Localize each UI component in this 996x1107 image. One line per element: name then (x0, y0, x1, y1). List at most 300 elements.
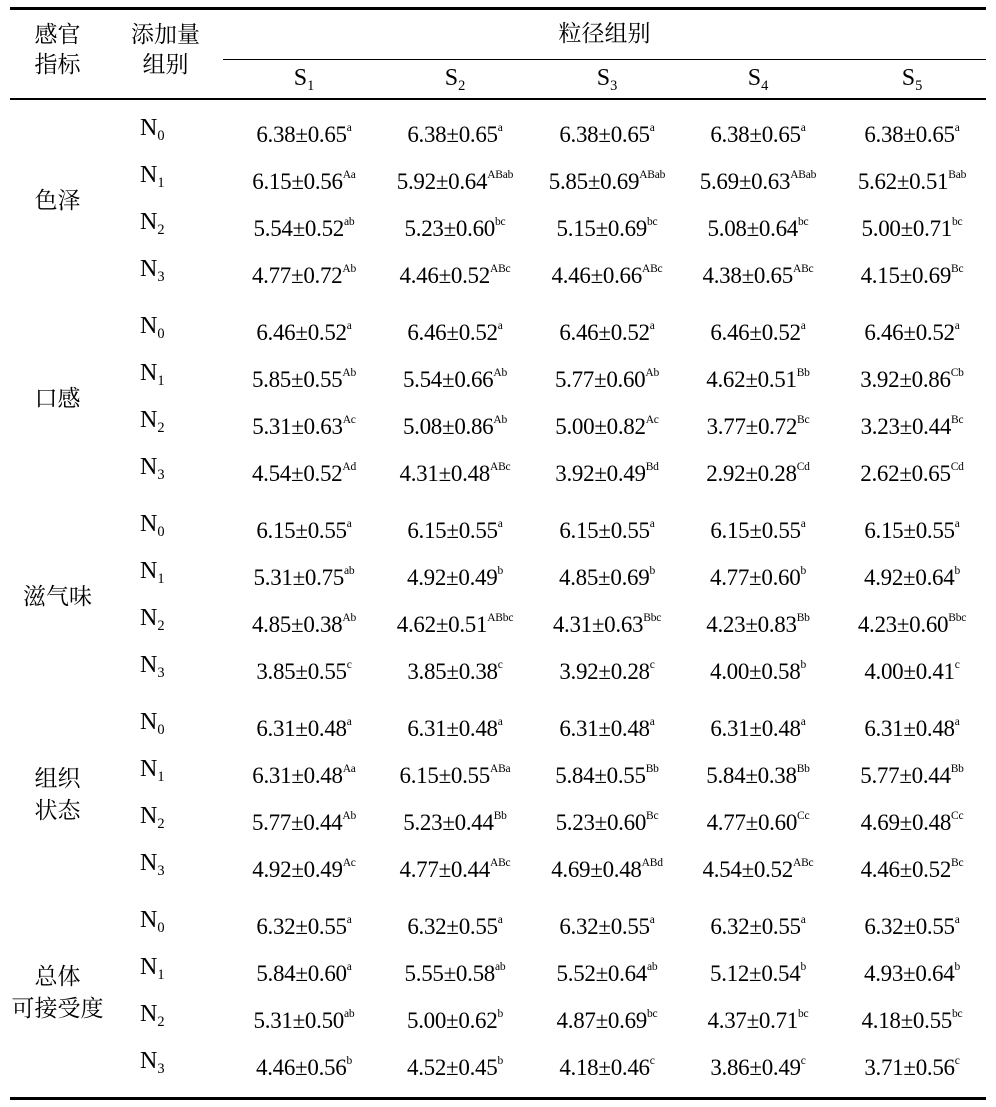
level-header (118, 20, 213, 80)
significance-letter: ABc (792, 857, 814, 869)
level-label-sub: 1 (157, 373, 165, 390)
significance-letter: Bc (951, 263, 964, 275)
level-label-sub: 3 (157, 1061, 165, 1078)
value-cell (228, 358, 380, 395)
value-cell (682, 952, 834, 989)
level-label-sub: 3 (157, 269, 165, 286)
value-cell (531, 707, 683, 744)
level-label (140, 650, 190, 688)
value-cell (836, 999, 988, 1036)
level-label (140, 999, 190, 1037)
value-cell (836, 358, 988, 395)
significance-letter: Bc (951, 414, 964, 426)
level-label-base: N (140, 1048, 158, 1074)
level-label-sub: 1 (157, 769, 165, 786)
value-text: 5.84±0.38 (706, 762, 797, 788)
significance-letter: a (497, 716, 503, 728)
value-cell (836, 452, 988, 489)
value-text: 6.31±0.48 (864, 715, 955, 741)
significance-letter: Cb (950, 367, 964, 379)
value-cell (682, 405, 834, 442)
value-text: 6.46±0.52 (559, 319, 650, 345)
value-text: 6.46±0.52 (710, 319, 801, 345)
value-text: 4.37±0.71 (707, 1007, 798, 1033)
value-text: 3.86±0.49 (710, 1054, 801, 1080)
value-text: 4.69±0.48 (551, 856, 642, 882)
significance-letter: b (649, 565, 655, 577)
value-text: 4.46±0.66 (551, 262, 642, 288)
top-rule (10, 7, 986, 10)
significance-letter: a (800, 914, 806, 926)
value-text: 5.12±0.54 (710, 960, 801, 986)
significance-letter: a (954, 914, 960, 926)
value-cell (379, 556, 531, 593)
level-label-sub: 3 (157, 665, 165, 682)
value-cell (531, 905, 683, 942)
value-cell (228, 254, 380, 291)
value-cell (531, 754, 683, 791)
significance-letter: ABc (489, 461, 511, 473)
value-text: 5.85±0.55 (251, 366, 343, 392)
significance-letter: Bb (645, 763, 659, 775)
value-cell (379, 405, 531, 442)
value-text: 6.46±0.52 (864, 319, 955, 345)
significance-letter: a (649, 914, 655, 926)
significance-letter: a (954, 122, 960, 134)
value-text: 5.62±0.51 (857, 168, 949, 194)
significance-letter: a (346, 961, 352, 973)
value-text: 6.32±0.55 (710, 913, 801, 939)
value-cell (228, 754, 380, 791)
value-cell (531, 113, 683, 150)
indicator-header-line2: 指标 (34, 52, 81, 78)
value-cell (836, 160, 988, 197)
indicator-label-line: 色泽 (34, 188, 81, 214)
size-header-s1 (228, 63, 380, 101)
size-header-s5 (836, 63, 988, 101)
significance-letter: ab (494, 961, 506, 973)
value-text: 4.38±0.65 (702, 262, 793, 288)
value-text: 5.84±0.60 (256, 960, 347, 986)
value-cell (682, 207, 834, 244)
value-text: 4.46±0.52 (399, 262, 490, 288)
value-text: 6.32±0.55 (864, 913, 955, 939)
significance-letter: bc (646, 1008, 658, 1020)
level-label-base: N (140, 209, 158, 235)
value-cell (379, 113, 531, 150)
significance-letter: a (649, 716, 655, 728)
value-text: 3.92±0.49 (555, 460, 646, 486)
level-label-sub: 0 (157, 524, 165, 541)
value-text: 5.85±0.69 (548, 168, 640, 194)
level-label-sub: 2 (157, 816, 165, 833)
value-cell (836, 905, 988, 942)
value-text: 5.92±0.64 (396, 168, 488, 194)
value-text: 4.77±0.60 (706, 809, 798, 835)
indicator-label-line: 口感 (34, 386, 81, 412)
value-cell (682, 160, 834, 197)
significance-letter: b (800, 565, 806, 577)
significance-letter: b (346, 1055, 352, 1067)
value-cell (531, 452, 683, 489)
value-cell (228, 905, 380, 942)
level-label-base: N (140, 850, 158, 876)
size-header-s2 (379, 63, 531, 101)
significance-letter: a (346, 716, 352, 728)
significance-letter: a (954, 716, 960, 728)
size-header-base: S (747, 65, 762, 91)
significance-letter: Bb (796, 367, 810, 379)
level-label-base: N (140, 652, 158, 678)
value-text: 6.31±0.48 (256, 715, 347, 741)
value-text: 4.31±0.48 (399, 460, 490, 486)
value-cell (228, 650, 380, 687)
value-cell (379, 603, 531, 640)
significance-letter: ab (343, 565, 355, 577)
value-text: 4.31±0.63 (552, 611, 644, 637)
value-cell (531, 405, 683, 442)
value-cell (682, 452, 834, 489)
value-cell (531, 311, 683, 348)
significance-letter: bc (797, 216, 809, 228)
value-text: 5.31±0.75 (253, 564, 344, 590)
value-cell (228, 405, 380, 442)
value-cell (379, 650, 531, 687)
value-cell (379, 905, 531, 942)
significance-letter: Bb (950, 763, 964, 775)
indicator-label-line: 滋气味 (23, 584, 92, 610)
value-text: 5.84±0.55 (555, 762, 646, 788)
value-cell (531, 603, 683, 640)
level-label (140, 207, 190, 245)
indicator-label (10, 383, 105, 415)
size-header-s3 (531, 63, 683, 101)
significance-letter: ABbc (487, 612, 514, 624)
significance-letter: Bd (645, 461, 659, 473)
value-text: 5.69±0.63 (699, 168, 791, 194)
value-cell (228, 707, 380, 744)
value-cell (836, 207, 988, 244)
value-cell (682, 1046, 834, 1083)
value-text: 5.23±0.60 (404, 215, 495, 241)
value-cell (682, 905, 834, 942)
value-cell (531, 848, 683, 885)
value-cell (682, 113, 834, 150)
level-header-line2: 组别 (142, 52, 189, 78)
indicator-label (10, 961, 105, 1025)
value-cell (379, 207, 531, 244)
indicator-label-line: 总体 (34, 964, 81, 990)
value-cell (836, 509, 988, 546)
value-cell (531, 650, 683, 687)
value-text: 3.23±0.44 (860, 413, 952, 439)
value-cell (379, 848, 531, 885)
level-label (140, 754, 190, 792)
value-text: 4.62±0.51 (706, 366, 797, 392)
value-text: 5.77±0.44 (860, 762, 951, 788)
value-cell (531, 1046, 683, 1083)
value-cell (682, 556, 834, 593)
value-cell (228, 801, 380, 838)
value-text: 6.31±0.48 (559, 715, 650, 741)
level-label (140, 1046, 190, 1084)
level-label-base: N (140, 162, 158, 188)
level-label-sub: 3 (157, 467, 165, 484)
level-label-base: N (140, 709, 158, 735)
significance-letter: bc (951, 1008, 963, 1020)
value-cell (682, 603, 834, 640)
value-text: 4.77±0.60 (710, 564, 801, 590)
level-label-sub: 1 (157, 571, 165, 588)
significance-letter: ABc (489, 263, 511, 275)
significance-letter: Ab (342, 612, 357, 624)
value-text: 6.31±0.48 (710, 715, 801, 741)
value-cell (228, 1046, 380, 1083)
value-cell (836, 1046, 988, 1083)
value-cell (228, 848, 380, 885)
level-label-sub: 0 (157, 920, 165, 937)
significance-letter: Ab (493, 367, 508, 379)
significance-letter: ABab (487, 169, 514, 181)
value-cell (228, 160, 380, 197)
value-text: 2.62±0.65 (860, 460, 951, 486)
significance-letter: Cd (950, 461, 964, 473)
value-cell (836, 113, 988, 150)
significance-letter: ABc (792, 263, 814, 275)
value-text: 6.38±0.65 (710, 121, 801, 147)
value-cell (531, 509, 683, 546)
level-label-sub: 1 (157, 967, 165, 984)
value-cell (379, 160, 531, 197)
significance-letter: Cc (951, 810, 964, 822)
value-text: 5.77±0.44 (251, 809, 343, 835)
significance-letter: a (346, 320, 352, 332)
value-text: 4.00±0.41 (864, 658, 955, 684)
value-text: 4.77±0.72 (251, 262, 343, 288)
significance-letter: Ad (342, 461, 357, 473)
value-cell (682, 707, 834, 744)
value-text: 5.52±0.64 (556, 960, 647, 986)
level-label (140, 707, 190, 745)
level-label-base: N (140, 803, 158, 829)
value-text: 5.23±0.44 (403, 809, 494, 835)
significance-letter: bc (494, 216, 506, 228)
value-text: 2.92±0.28 (706, 460, 797, 486)
value-cell (836, 707, 988, 744)
value-text: 6.46±0.52 (407, 319, 498, 345)
significance-letter: a (800, 320, 806, 332)
value-cell (531, 207, 683, 244)
value-cell (228, 207, 380, 244)
significance-letter: Cc (797, 810, 810, 822)
significance-letter: b (954, 565, 960, 577)
value-cell (228, 999, 380, 1036)
value-cell (531, 160, 683, 197)
value-cell (379, 754, 531, 791)
value-cell (379, 999, 531, 1036)
level-label (140, 905, 190, 943)
significance-letter: Bbc (643, 612, 662, 624)
value-cell (379, 801, 531, 838)
size-header-sub: 2 (458, 78, 466, 95)
value-text: 5.31±0.50 (253, 1007, 344, 1033)
significance-letter: a (954, 518, 960, 530)
value-cell (531, 999, 683, 1036)
size-header-sub: 3 (610, 78, 618, 95)
value-cell (836, 311, 988, 348)
significance-letter: Ac (645, 414, 659, 426)
level-label-sub: 3 (157, 863, 165, 880)
value-text: 6.46±0.52 (256, 319, 347, 345)
level-label-sub: 2 (157, 1014, 165, 1031)
indicator-label-line: 可接受度 (11, 996, 104, 1022)
value-text: 4.23±0.83 (706, 611, 797, 637)
value-text: 6.38±0.65 (559, 121, 650, 147)
value-cell (228, 603, 380, 640)
particle-group-header: 粒径组别 (558, 21, 651, 47)
value-text: 4.92±0.49 (252, 856, 343, 882)
significance-letter: a (497, 914, 503, 926)
significance-letter: bc (646, 216, 658, 228)
significance-letter: Bbc (948, 612, 967, 624)
significance-letter: Bab (948, 169, 967, 181)
level-label-base: N (140, 605, 158, 631)
value-cell (682, 311, 834, 348)
value-cell (682, 650, 834, 687)
value-text: 5.00±0.71 (861, 215, 952, 241)
value-text: 4.93±0.64 (864, 960, 955, 986)
significance-letter: ABd (641, 857, 663, 869)
value-cell (836, 405, 988, 442)
value-cell (531, 254, 683, 291)
significance-letter: a (649, 122, 655, 134)
value-cell (682, 358, 834, 395)
value-text: 6.15±0.55 (559, 517, 650, 543)
significance-letter: Ac (342, 414, 356, 426)
significance-letter: a (649, 518, 655, 530)
value-text: 5.08±0.64 (707, 215, 798, 241)
significance-letter: ABc (641, 263, 663, 275)
value-text: 5.54±0.52 (253, 215, 344, 241)
significance-letter: c (954, 1055, 960, 1067)
significance-letter: b (497, 1055, 503, 1067)
level-label (140, 160, 190, 198)
level-label (140, 509, 190, 547)
value-text: 6.38±0.65 (256, 121, 347, 147)
value-text: 5.54±0.66 (402, 366, 494, 392)
significance-letter: a (346, 122, 352, 134)
value-cell (836, 754, 988, 791)
size-header-s4 (682, 63, 834, 101)
value-text: 5.23±0.60 (555, 809, 647, 835)
significance-letter: ABab (639, 169, 666, 181)
size-header-sub: 5 (915, 78, 923, 95)
level-label-base: N (140, 407, 158, 433)
value-text: 4.92±0.49 (407, 564, 498, 590)
significance-letter: a (800, 518, 806, 530)
significance-letter: ab (343, 1008, 355, 1020)
value-text: 6.15±0.55 (256, 517, 347, 543)
indicator-label (10, 581, 105, 613)
value-cell (682, 509, 834, 546)
significance-letter: b (497, 565, 503, 577)
value-text: 4.46±0.56 (256, 1054, 347, 1080)
value-text: 4.52±0.45 (407, 1054, 498, 1080)
significance-letter: Bb (796, 612, 810, 624)
value-cell (682, 848, 834, 885)
value-cell (228, 113, 380, 150)
significance-letter: Ac (342, 857, 356, 869)
value-cell (228, 952, 380, 989)
value-text: 3.71±0.56 (864, 1054, 955, 1080)
level-label-sub: 0 (157, 722, 165, 739)
significance-letter: c (346, 659, 352, 671)
size-header-sub: 1 (307, 78, 315, 95)
indicator-label (10, 185, 105, 217)
level-label (140, 113, 190, 151)
significance-letter: Bc (646, 810, 659, 822)
significance-letter: Ab (342, 263, 357, 275)
value-cell (836, 650, 988, 687)
size-header-base: S (444, 65, 459, 91)
value-text: 6.15±0.55 (864, 517, 955, 543)
value-text: 4.85±0.69 (559, 564, 650, 590)
level-label-base: N (140, 313, 158, 339)
significance-letter: Ab (493, 414, 508, 426)
value-text: 3.92±0.86 (860, 366, 951, 392)
significance-letter: a (649, 320, 655, 332)
level-label (140, 254, 190, 292)
significance-letter: bc (951, 216, 963, 228)
value-cell (379, 358, 531, 395)
value-cell (379, 707, 531, 744)
value-text: 4.18±0.55 (861, 1007, 952, 1033)
value-cell (836, 556, 988, 593)
value-text: 6.31±0.48 (252, 762, 343, 788)
size-header-base: S (596, 65, 611, 91)
value-cell (379, 452, 531, 489)
value-text: 4.18±0.46 (559, 1054, 650, 1080)
level-label-base: N (140, 115, 158, 141)
significance-letter: c (497, 659, 503, 671)
value-text: 6.38±0.65 (864, 121, 955, 147)
particle-group-rule (223, 59, 986, 60)
level-label-base: N (140, 360, 158, 386)
value-text: 5.15±0.69 (556, 215, 647, 241)
value-text: 4.23±0.60 (857, 611, 949, 637)
level-label (140, 405, 190, 443)
significance-letter: Bc (951, 857, 964, 869)
value-text: 5.55±0.58 (404, 960, 495, 986)
significance-letter: c (649, 659, 655, 671)
significance-letter: ABab (790, 169, 817, 181)
level-label-sub: 0 (157, 326, 165, 343)
level-label-sub: 2 (157, 420, 165, 437)
value-text: 4.87±0.69 (556, 1007, 647, 1033)
level-label (140, 603, 190, 641)
value-cell (531, 556, 683, 593)
value-text: 4.00±0.58 (710, 658, 801, 684)
indicator-label-line: 组织 (34, 766, 81, 792)
value-cell (682, 754, 834, 791)
significance-letter: a (800, 716, 806, 728)
size-header-base: S (901, 65, 916, 91)
size-header-sub: 4 (761, 78, 769, 95)
value-text: 4.85±0.38 (251, 611, 343, 637)
level-label-sub: 1 (157, 175, 165, 192)
level-label-base: N (140, 256, 158, 282)
level-label (140, 358, 190, 396)
